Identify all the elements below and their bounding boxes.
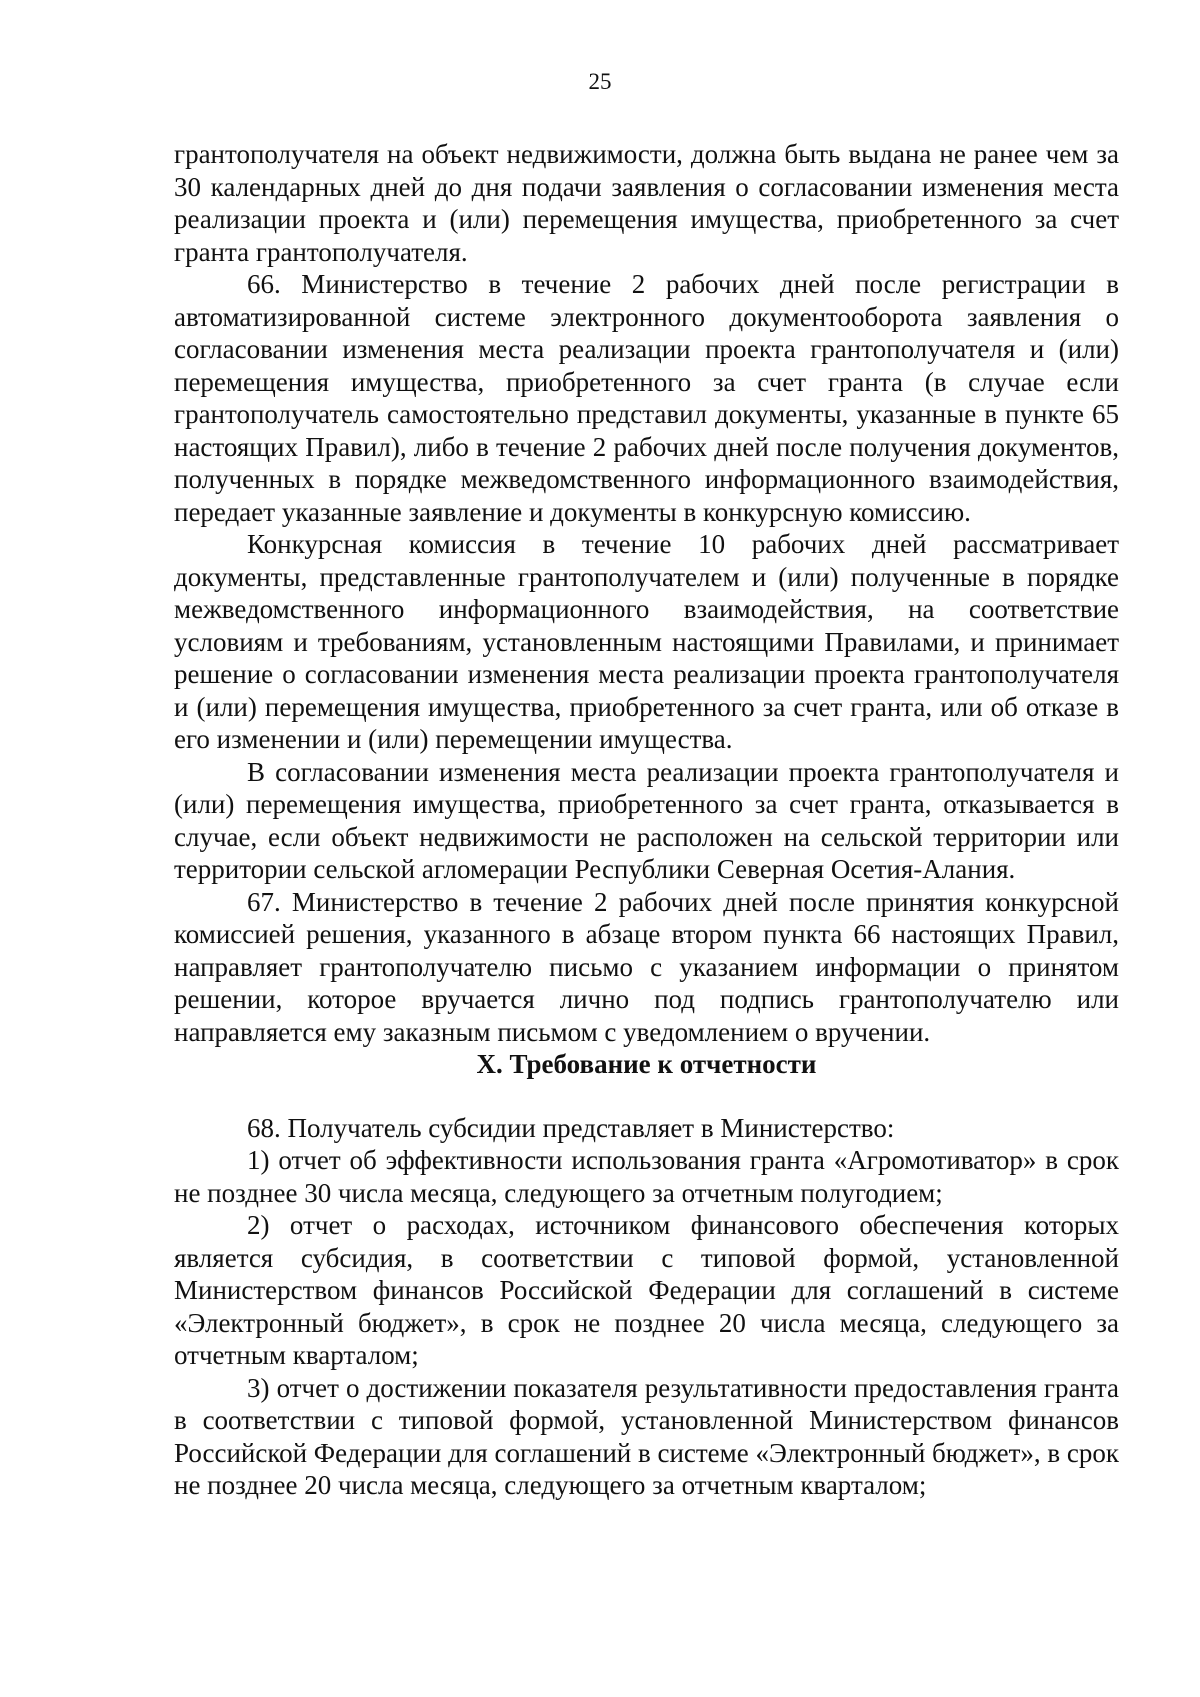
list-item-2: 2) отчет о расходах, источником финансового обеспечения которых является субсидия, в соответствии с типовой формой, установленной Министерством финансов Российской Федерации для соглашений в системе «Электронный бюджет», в срок не позднее 20 числа месяца, следующего за отчетным кварталом; (174, 1210, 1119, 1370)
list-item-3: 3) отчет о достижении показателя результативности предоставления гранта в соответствии с типовой формой, установленной Министерством финансов Российской Федерации для соглашений в системе «Электронный бюджет», в срок не позднее 20 числа месяца, следующего за отчетным кварталом; (174, 1372, 1119, 1500)
paragraph-continuation: грантополучателя на объект недвижимости, должна быть выдана не ранее чем за 30 календарных дней до дня подачи заявления о согласовании изменения места реализации проекта и (или) перемещения имущества, приобретенного за счет гранта грантополучателя. (174, 139, 1119, 267)
paragraph-commission: Конкурсная комиссия в течение 10 рабочих дней рассматривает документы, представленные грантополучателем и (или) полученные в порядке межведомственного информационного взаимодействия, на соответствие условиям и требованиям, установленным настоящими Правилами, и принимает решение о согласовании изменения места реализации проекта грантополучателя и (или) перемещения имущества, приобретенного за счет гранта, или об отказе в его изменении и (или) перемещении имущества. (174, 529, 1119, 754)
list-item-1: 1) отчет об эффективности использования гранта «Агромотиватор» в срок не позднее 30 числа месяца, следующего за отчетным полугодием; (174, 1145, 1119, 1208)
paragraph-item-66: 66. Министерство в течение 2 рабочих дней после регистрации в автоматизированной системе электронного документооборота заявления о согласовании изменения места реализации проекта грантополучателя и (или) перемещения имущества, приобретенного за счет гранта (в случае если грантополучатель самостоятельно представил документы, указанные в пункте 65 настоящих Правил), либо в течение 2 рабочих дней после получения документов, полученных в порядке межведомственного информационного взаимодействия, передает указанные заявление и документы в конкурсную комиссию. (174, 269, 1119, 527)
page-number: 25 (588, 69, 612, 94)
section-heading: X. Требование к отчетности (476, 1049, 817, 1079)
paragraph-item-67: 67. Министерство в течение 2 рабочих дней после принятия конкурсной комиссией решения, указанного в абзаце втором пункта 66 настоящих Правил, направляет грантополучателю письмо с указанием информации о принятом решении, которое вручается лично под подпись грантополучателю или направляется ему заказным письмом с уведомлением о вручении. (174, 886, 1119, 1047)
paragraph-item-68: 68. Получатель субсидии представляет в Министерство: (247, 1112, 895, 1143)
document-body (174, 138, 1119, 1502)
paragraph-refusal: В согласовании изменения места реализации проекта грантополучателя и (или) перемещения имущества, приобретенного за счет гранта, отказывается в случае, если объект недвижимости не расположен на сельской территории или территории сельской агломерации Республики Северная Осетия-Алания. (174, 756, 1119, 884)
